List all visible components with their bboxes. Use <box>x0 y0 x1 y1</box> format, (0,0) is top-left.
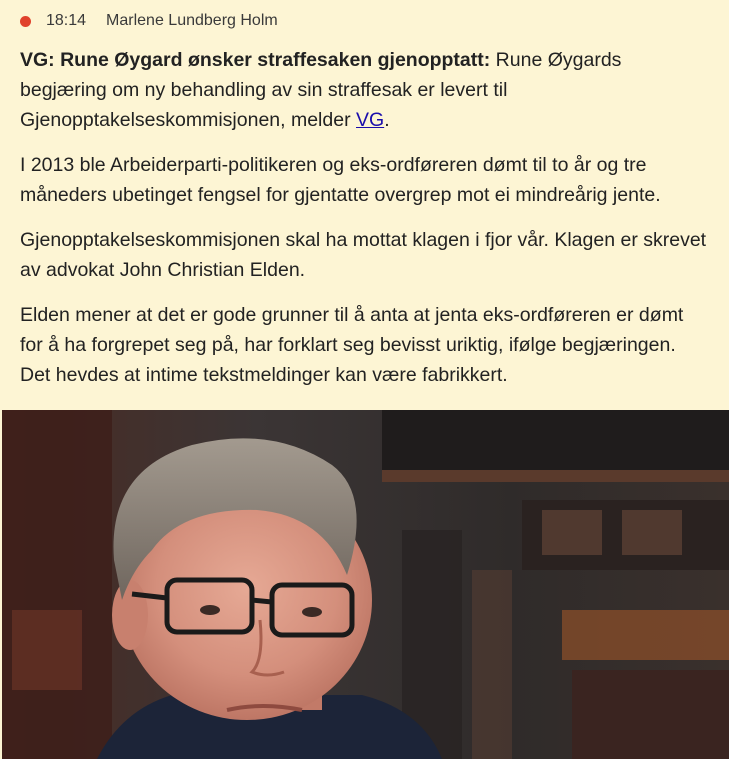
entry-headline: VG: Rune Øygard ønsker straffesaken gjenopptatt: <box>20 49 491 71</box>
live-indicator-icon <box>20 16 31 27</box>
paragraph: I 2013 ble Arbeiderparti-politikeren og eks-ordføreren dømt til to år og tre måneders ubetinget fengsel for gjentatte overgrep mot ei mindreårig jente. <box>20 154 661 206</box>
portrait-image <box>2 410 729 759</box>
lead-paragraph <box>20 45 710 135</box>
lead-end: . <box>384 109 390 131</box>
entry-meta <box>20 10 278 32</box>
article-photo[interactable] <box>2 410 729 759</box>
lead-text: Rune Øygards begjæring om ny behandling av sin straffesak er levert til Gjenopptakelseskommisjonen, melder <box>20 49 622 131</box>
entry-body <box>20 45 710 405</box>
paragraph: Elden mener at det er gode grunner til å anta at jenta eks-ordføreren er dømt for å ha forgrepet seg på, har forklart seg bevisst uriktig, ifølge begjæringen. Det hevdes at intime tekstmeldinger kan være fabrikkert. <box>20 304 684 386</box>
source-link[interactable]: VG <box>356 109 385 131</box>
entry-author: Marlene Lundberg Holm <box>106 12 278 29</box>
entry-time: 18:14 <box>46 12 87 29</box>
paragraph: Gjenopptakelseskommisjonen skal ha mottat klagen i fjor vår. Klagen er skrevet av advokat John Christian Elden. <box>20 229 707 281</box>
